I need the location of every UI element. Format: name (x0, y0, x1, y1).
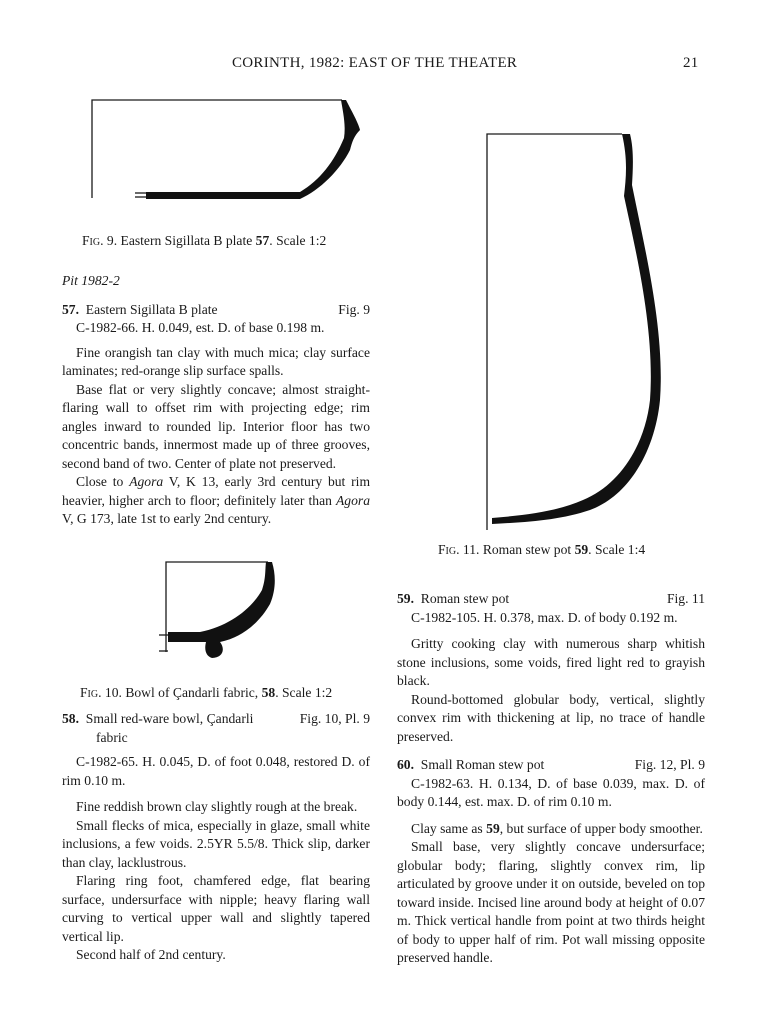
fig9-label: Fig. (82, 233, 104, 248)
fig11-caption: Fig. 11. Roman stew pot 59. Scale 1:4 (438, 542, 646, 557)
fig9-number: 9 (106, 233, 114, 248)
entry-60-inventory: C-1982-63. H. 0.134, D. of base 0.039, max. D. of body 0.144, est. max. D. of rim 0.10 m. (397, 775, 705, 809)
page-number: 21 (683, 55, 699, 71)
entry-58-shape: Flaring ring foot, chamfered edge, flat bearing surface, undersurface with nipple; heavy flaring wall curving to vertical upper wall and slightly tapered vertical lip. (62, 873, 370, 944)
entry-57-number: 57. (62, 301, 79, 317)
fig10-caption: Fig. 10. Bowl of Çandarli fabric, 58. Scale 1:2 (80, 685, 333, 700)
pit-heading: Pit 1982-2 (62, 273, 120, 288)
entry-57-inventory: C-1982-66. H. 0.049, est. D. of base 0.198 m. (76, 320, 325, 335)
fig9-caption: Fig. 9. Eastern Sigillata B plate 57. Scale 1:2 (82, 233, 327, 248)
entry-59-number: 59. (397, 591, 414, 606)
entry-59-ref: Fig. 11 (666, 591, 705, 606)
entry-58-date: Second half of 2nd century. (76, 947, 226, 962)
fig11-text: Roman stew pot (482, 542, 572, 557)
entry-58-title-cont: fabric (96, 729, 128, 745)
fig10-cat: 58 (261, 685, 276, 700)
entry-60-clay: Clay same as 59, but surface of upper body smoother. (411, 820, 703, 836)
entry-58-clay: Fine reddish brown clay slightly rough at the break. (76, 799, 358, 814)
fig11-label: Fig. (438, 542, 460, 557)
entry-59-clay: Gritty cooking clay with numerous sharp whitish stone inclusions, some voids, fired light red to grayish black. (397, 636, 705, 688)
right-column (397, 590, 705, 968)
entry-58-ref: Fig. 10, Pl. 9 (299, 711, 370, 726)
fig9-cat: 57 (255, 233, 270, 248)
fig11-number: 11 (462, 542, 477, 557)
entry-57-clay: Fine orangish tan clay with much mica; clay surface laminates; red-orange slip surface spalls. (62, 344, 370, 378)
fig10-label: Fig. (80, 685, 102, 700)
fig9-text: Eastern Sigillata B plate (120, 233, 253, 248)
entry-60-heading (397, 756, 705, 775)
running-header-title: CORINTH, 1982: EAST OF THE THEATER (232, 55, 518, 71)
fig10-number: 10 (104, 685, 119, 700)
entry-59-heading (397, 590, 705, 609)
entry-60-title: Small Roman stew pot (420, 757, 545, 772)
entry-57-comparanda: Close to Agora V, K 13, early 3rd century but rim heavier, higher arch to floor; definitely later than Agora V, G 173, late 1st to early 2nd century. (62, 474, 371, 526)
entry-60-number: 60. (397, 757, 414, 772)
fig11-cat: 59 (574, 542, 589, 557)
entry-58-number: 58. (62, 711, 79, 726)
entry-59-shape: Round-bottomed globular body, vertical, slightly convex rim with thickening at lip, no trace of handle preserved. (397, 691, 705, 744)
entry-58-inventory: C-1982-65. H. 0.045, D. of foot 0.048, restored D. of rim 0.10 m. (62, 754, 370, 788)
fig10-text: Bowl of Çandarli fabric, (125, 685, 259, 700)
entry-57-title: Eastern Sigillata B plate (85, 301, 218, 317)
fig10-scale: Scale 1:2 (282, 685, 333, 700)
entry-60-ref: Fig. 12, Pl. 9 (634, 757, 705, 772)
fig11-scale: Scale 1:4 (594, 542, 646, 557)
entry-57-shape: Base flat or very slightly concave; almost straight-flaring wall to offset rim with projecting edge; rim angles inward to rounded lip. Interior floor has two concentric bands, innermost made up of three grooves, second band of two. Center of plate not preserved. (62, 381, 370, 471)
entry-57-ref: Fig. 9 (338, 301, 370, 317)
entry-59-inventory: C-1982-105. H. 0.378, max. D. of body 0.192 m. (411, 609, 678, 625)
entry-59-title: Roman stew pot (420, 591, 510, 606)
entry-60-shape: Small base, very slightly concave undersurface; globular body; flaring, slightly convex rim, lip articulated by groove under it on outside, beveled on top toward inside. Incised line around body at height of 0.07 m. Thick vertical handle from point at two thirds height of body to upper half of rim. Pot wall missing opposite preserved handle. (397, 839, 705, 965)
entry-58-inclusions: Small flecks of mica, especially in glaze, small white inclusions, a few voids. 2.5YR 5.5/8. Thick slip, darker than clay, lacklustrous. (62, 817, 370, 870)
fig9-scale: Scale 1:2 (276, 233, 327, 248)
entry-58-title: Small red-ware bowl, Çandarli (85, 711, 254, 726)
